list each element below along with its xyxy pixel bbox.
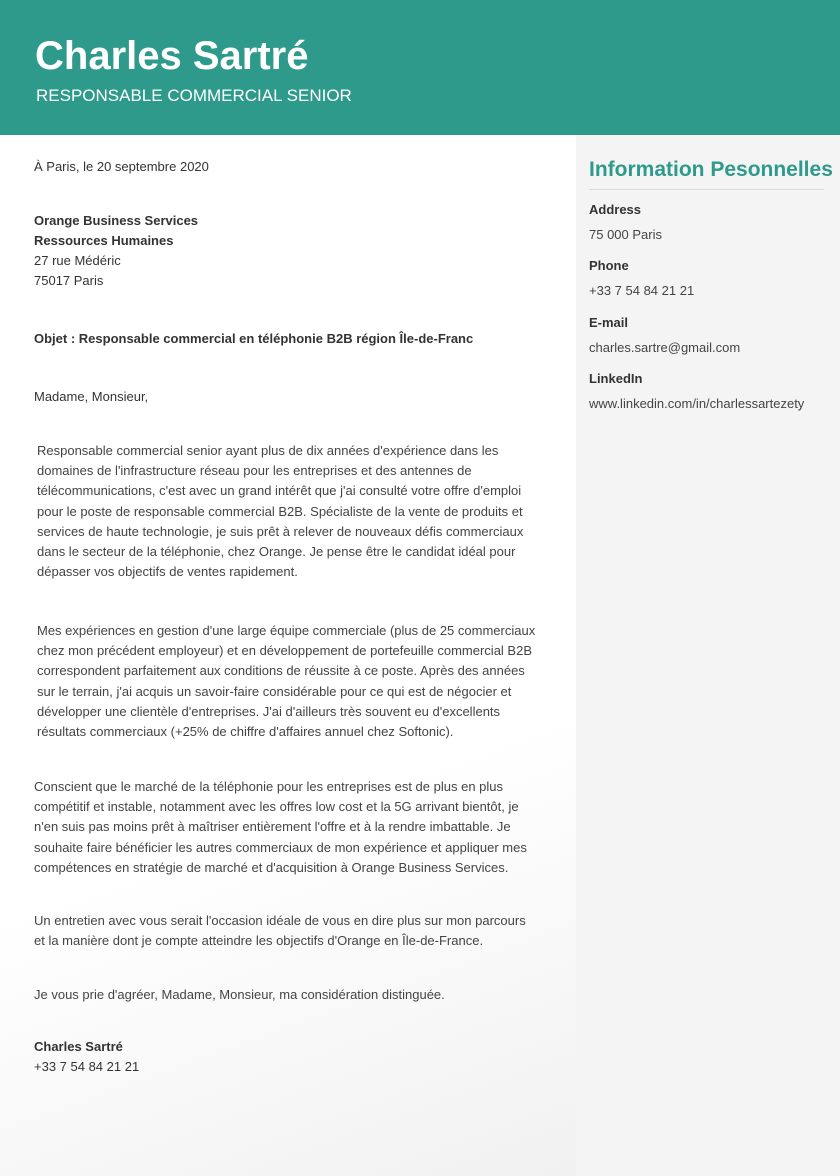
linkedin-value[interactable]: www.linkedin.com/in/charlessartezety [589, 396, 805, 411]
email-label: E-mail [589, 315, 629, 330]
paragraph-line: correspondent parfaitement aux conditions de réussite à ce poste. Après des années [37, 663, 525, 679]
linkedin-label: LinkedIn [589, 371, 643, 386]
recipient-department: Ressources Humaines [34, 233, 174, 248]
paragraph-line: n'en suis pas moins prêt à maîtriser entièrement l'offre et à la rendre imbattable. Je [34, 819, 511, 835]
phone-label: Phone [589, 258, 629, 273]
paragraph-line: chez mon précédent employeur) et en développement de portefeuille commercial B2B [37, 643, 532, 659]
paragraph-line: résultats commerciaux (+25% de chiffre d'affaires annuel chez Softonic). [37, 724, 454, 740]
paragraph-line: domaines de l'infrastructure réseau pour les entreprises et des antennes de [37, 463, 472, 479]
paragraph-line: dans le secteur de la téléphonie, chez Orange. Je pense être le candidat idéal pour [37, 544, 516, 560]
candidate-name: Charles Sartré [35, 34, 309, 78]
paragraph-line: Je vous prie d'agréer, Madame, Monsieur, ma considération distinguée. [34, 987, 445, 1002]
paragraph-line: Conscient que le marché de la téléphonie pour les entreprises est de plus en plus [34, 779, 504, 794]
header-banner [0, 0, 840, 135]
email-value[interactable]: charles.sartre@gmail.com [589, 340, 741, 355]
paragraph-line: services de haute technologie, je suis prêt à relever de nouveaux défis commerciaux [37, 523, 524, 539]
paragraph-line: et la manière dont je compte atteindre les objectifs d'Orange en Île-de-France. [34, 933, 484, 949]
paragraph-line: compétences en stratégie de marché et d'acquisition à Orange Business Services. [34, 859, 509, 875]
closing-line [34, 985, 445, 1005]
paragraph-line: compétitif et instable, notamment avec les offres low cost et la 5G arrivant bientôt, je [34, 799, 519, 815]
paragraph-line: Responsable commercial senior ayant plus de dix années d'expérience dans les [37, 443, 499, 458]
phone-value: +33 7 54 84 21 21 [589, 283, 695, 298]
paragraph-line: sur le terrain, j'ai acquis un savoir-faire considérable pour ce qui est de négocier et [37, 683, 512, 699]
recipient-company: Orange Business Services [34, 213, 199, 228]
letter-subject: Objet : Responsable commercial en téléphonie B2B région Île-de-Franc [34, 331, 474, 346]
paragraph-line: pour le poste de responsable commercial B2B. Spécialiste de la vente de produits et [37, 503, 523, 519]
recipient-city: 75017 Paris [34, 273, 104, 288]
paragraph-line: dépasser vos objectifs de ventes rapidement. [37, 564, 298, 580]
address-label: Address [589, 202, 642, 217]
address-value: 75 000 Paris [589, 227, 662, 242]
paragraph-line: Mes expériences en gestion d'une large équipe commerciale (plus de 25 commerciaux [37, 623, 536, 638]
sidebar-title: Information Pesonnelles [589, 158, 833, 181]
paragraph-line: souhaite faire bénéficier les autres commerciaux de mon expérience et appliquer mes [34, 839, 527, 855]
paragraph-line: développer une clientèle d'entreprises. J'ai d'ailleurs très souvent eu d'excellents [37, 703, 501, 719]
paragraph-2 [37, 621, 535, 742]
letter-salutation: Madame, Monsieur, [34, 389, 149, 404]
paragraph-4 [34, 911, 526, 951]
recipient-street: 27 rue Médéric [34, 253, 121, 268]
signature-name: Charles Sartré [34, 1039, 123, 1054]
paragraph-line: télécommunications, c'est avec un grand intérêt que j'ai consulté votre offre d'emploi [37, 483, 522, 499]
letter-date: À Paris, le 20 septembre 2020 [34, 159, 209, 174]
paragraph-line: Un entretien avec vous serait l'occasion idéale de vous en dire plus sur mon parcours [34, 913, 526, 928]
paragraph-3 [34, 777, 527, 878]
paragraph-1 [37, 441, 523, 582]
signature-phone: +33 7 54 84 21 21 [34, 1059, 140, 1074]
sidebar-divider [589, 189, 824, 190]
candidate-role: RESPONSABLE COMMERCIAL SENIOR [36, 86, 352, 105]
personal-info-sidebar [576, 135, 840, 1176]
